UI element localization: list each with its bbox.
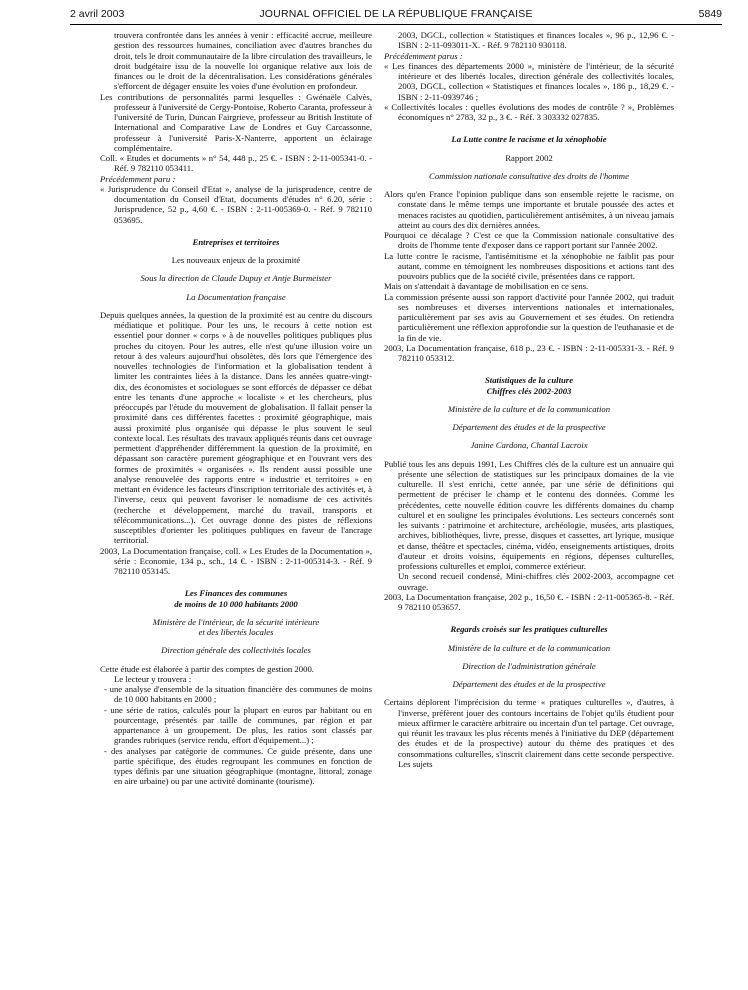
- previously-published-label: Précédemment parus :: [384, 50, 463, 61]
- book-title: Les Finances des communes: [184, 588, 288, 599]
- page-number: 5849: [698, 8, 722, 20]
- paragraph: Pourquoi ce décalage ? C'est ce que la Commission nationale consultative des droits de l'homme tente d'exposer dans ce rapport portant sur l'année 2002.: [384, 230, 674, 251]
- ministry: Ministère de la culture et de la communication: [447, 403, 611, 414]
- header-rule: [70, 24, 722, 25]
- list-item: « Collectivités locales : quelles évolutions des modes de contrôle ? », Problèmes économiques n° 2783, 32 p., 3 €. - Réf. 3 303332 027835.: [384, 101, 674, 122]
- paragraph: Cette étude est élaborée à partir des comptes de gestion 2000.: [100, 663, 314, 674]
- book-title-line-2: Chiffres clés 2002-2003: [486, 385, 572, 396]
- section-heading: Entreprises et territoires: [192, 236, 280, 247]
- paragraph: La lutte contre le racisme, l'antisémitisme et la xénophobie ne faiblit pas pour autant, comme en témoignent les nombreuses dispositions et actions tant des pouvoirs publics que de la société civile, présentées dans ce rapport.: [384, 250, 674, 281]
- list-item: - une analyse d'ensemble de la situation financière des communes de moins de 10 000 habitants en 2000 ;: [104, 684, 372, 705]
- ministry: Ministère de la culture et de la communication: [447, 642, 611, 653]
- book-summary: Publié tous les ans depuis 1991, Les Chiffres clés de la culture est un annuaire qui présente une sélection de statistiques sur les principaux domaines de la vie culturelle. Il s'est enrichi, cette année, par une série de définitions qui permettent de préciser le champ et le contenu des données. Comme les précédentes, cette nouvelle édition couvre les différents domaines du champ culturel et en souligne les principales évolutions. Les secteurs concernés sont les suivants : patrimoine et architecture, archéologie, musées, arts plastiques, archives, bibliothèques, livre, presse, disques et cassettes, art lyrique, musique et danse, théâtre et spectacles, cinéma, vidéo, enseignements artistiques, droits d'auteur et droits voisins, équipements en régions, dépenses culturelles, professions culturelles et emploi, commerce extérieur.: [384, 458, 674, 571]
- direction: Direction générale des collectivités locales: [161, 645, 311, 656]
- paragraph: Le lecteur y trouvera :: [114, 673, 192, 684]
- section-heading: Regards croisés sur les pratiques culturelles: [450, 624, 608, 635]
- book-title: Rapport 2002: [505, 152, 553, 163]
- issue-date: 2 avril 2003: [70, 8, 125, 20]
- previously-published-label: Précédemment paru :: [100, 173, 176, 184]
- journal-title: JOURNAL OFFICIEL DE LA RÉPUBLIQUE FRANÇAISE: [259, 8, 533, 20]
- reference: 2003, La Documentation française, 202 p., 16,50 €. - ISBN : 2-11-005365-8. - Réf. 9 782110 053657.: [384, 591, 674, 612]
- book-title: Les nouveaux enjeux de la proximité: [171, 255, 301, 265]
- book-title: Statistiques de la culture: [484, 375, 574, 386]
- reference: Coll. « Etudes et documents » n° 54, 448 p., 25 €. - ISBN : 2-11-005341-0. - Réf. 9 782110 053411.: [100, 153, 372, 174]
- reference: 2003, La Documentation française, coll. « Les Etudes de la Documentation », série : Economie, 134 p., sch., 14 €. - ISBN : 2-11-005314-3. - Réf. 9 782110 053145.: [100, 545, 372, 576]
- paragraph: Alors qu'en France l'opinion publique dans son ensemble rejette le racisme, on constate dans le même temps une importante et brutale poussée des actes et menaces racistes au quotidien, particulièrement antisémites, à un niveau jamais atteint au cours des dix dernières années.: [384, 189, 674, 230]
- paragraph: Les contributions de personnalités parmi lesquelles : Gwénaële Calvès, professeur à l'université de Cergy-Pontoise, Roberto Caranta, professeur à l'université de Turin, Duncan Fairgrieve, professeur au British Institute of International and Comparative Law de Londres et Guy Carcassonne, professeur à l'université Paris-X-Nanterre, apportent un éclairage complémentaire.: [100, 91, 372, 153]
- page-header: [70, 8, 722, 28]
- list-item: « Les finances des départements 2000 », ministère de l'intérieur, de la sécurité intérieure et des libertés locales, direction générale des collectivités locales, 2003, DGCL, collection « Statistiques et finances locales », 186 p., 18,29 €. - ISBN : 2-11-0939746 ;: [384, 60, 674, 102]
- list-item: - une série de ratios, calculés pour la plupart en euros par habitant ou en pourcentage, présentés par taille de communes, par région et par appartenance à un groupement. De plus, les ratios sont classés par grandes rubriques (service rendu, effort d'équipement...) ;: [104, 704, 372, 746]
- right-column: [384, 30, 674, 984]
- book-authors: Sous la direction de Claude Dupuy et Antje Burmeister: [140, 273, 332, 284]
- reference: 2003, DGCL, collection « Statistiques et finances locales », 96 p., 12,96 €. - ISBN : 2-11-093011-X. - Réf. 9 782110 930118.: [398, 30, 674, 51]
- book-title-line-2: de moins de 10 000 habitants 2000: [174, 598, 298, 609]
- book-summary: Depuis quelques années, la question de la proximité est au centre du discours médiatique et politique. Pour les uns, le recours à cette notion est essentiel pour donner « corps » à de nouvelles politiques publiques plus proches du citoyen. Pour les autres, elle n'est qu'une illusion voire un retour à des valeurs aujourd'hui obsolètes, dès lors que l'émergence des nouvelles technologies de l'information et la globalisation tendent à limiter les contraintes liées à la distance. Dans les années quatre-vingt-dix, des économistes et sociologues se sont efforcés de dépasser ce débat entre les tenants d'une approche « localiste » et les chercheurs, plus préoccupés par l'étude du mouvement de globalisation. Il fallait penser la proximité dans ces différentes facettes : proximité géographique, mais aussi proximité plus organisée qui dépasse le plus souvent le seul contexte local. Les résultats des travaux appliqués réunis dans cet ouvrage permettent d'appréhender différemment la question de la proximité, en dépassant son caractère purement géographique et en l'ouvrant vers des formes de proximités « organisées ». Ils rendent aussi possible une analyse renouvelée des rapports entre « industrie et territoires » en mettant en évidence les facteurs d'inscription territoriale des activités et, à l'inverse, ceux qui peuvent favoriser le nomadisme de ces activités (recherche et développement, marché du travail, transports et télécommunications...). Cet ouvrage donne des pistes de réflexions susceptibles d'orienter les politiques publiques en faveur de l'ancrage territorial.: [100, 309, 372, 546]
- paragraph: Un second recueil condensé, Mini-chiffres clés 2002-2003, accompagne cet ouvrage.: [398, 571, 674, 592]
- book-summary: Certains déplorent l'imprécision du terme « pratiques culturelles », d'autres, à l'inverse, préfèrent jouer des contours incertains de l'objet qu'ils étudient pour mieux affirmer le caractère arbitraire ou incertain d'un tel partage. Cet ouvrage, qui réunit les travaux les plus récents menés à l'initiative du DEP (département des études et de la prospective) autour du thème des pratiques et des consommations culturelles, s'inscrit clairement dans cette seconde perspective. Les sujets: [384, 697, 674, 769]
- paragraph: trouvera confrontée dans les années à venir : efficacité accrue, meilleure gestion des ressources humaines, conciliation avec d'autres branches du droit, tels le droit communautaire de la libre circulation des travailleurs, le droit budgétaire issu de la nouvelle loi organique relative aux lois de finances ou le droit de la décentralisation. Les considérations générales s'efforcent de dégager ensuite les voies d'une évolution en profondeur.: [114, 30, 372, 92]
- list-item: - des analyses par catégorie de communes. Ce guide présente, dans une partie spécifique, des études regroupant les communes en fonction de types définis par une situation géographique (montagne, littoral, zonage en aire urbaine) ou par une activité dominante (tourisme).: [104, 745, 372, 787]
- paragraph: La commission présente aussi son rapport d'activité pour l'année 2002, qui traduit ses nombreuses et diverses interventions nationales et internationales, particulièrement par ses avis au Gouvernement et ses études. On retiendra particulièrement une réflexion approfondie sur la question de l'euthanasie et de la fin de vie.: [384, 291, 674, 343]
- reference: 2003, La Documentation française, 618 p., 23 €. - ISBN : 2-11-005331-3. - Réf. 9 782110 053312.: [384, 342, 674, 363]
- paragraph: Mais on s'attendait à davantage de mobilisation en ce sens.: [384, 281, 589, 292]
- direction: Direction de l'administration générale: [462, 660, 596, 671]
- section-heading: La Lutte contre le racisme et la xénophobie: [451, 134, 607, 145]
- ministry: Ministère de l'intérieur, de la sécurité intérieure: [152, 616, 320, 627]
- book-authors: Janine Cardona, Chantal Lacroix: [470, 440, 588, 451]
- left-column: [100, 30, 372, 984]
- department: Département des études et de la prospective: [452, 679, 606, 689]
- ministry-line-2: et des libertés locales: [198, 627, 274, 637]
- reference: « Jurisprudence du Conseil d'Etat », analyse de la jurisprudence, centre de documentation du Conseil d'Etat, documents d'études n° 6.20, série : Jurisprudence, 52 p., 4,60 €. - ISBN : 2-11-005369-0. - Réf. 9 782110 053695.: [100, 183, 372, 225]
- department: Département des études et de la prospective: [452, 422, 606, 432]
- commission: Commission nationale consultative des droits de l'homme: [429, 170, 629, 181]
- publisher: La Documentation française: [186, 291, 286, 302]
